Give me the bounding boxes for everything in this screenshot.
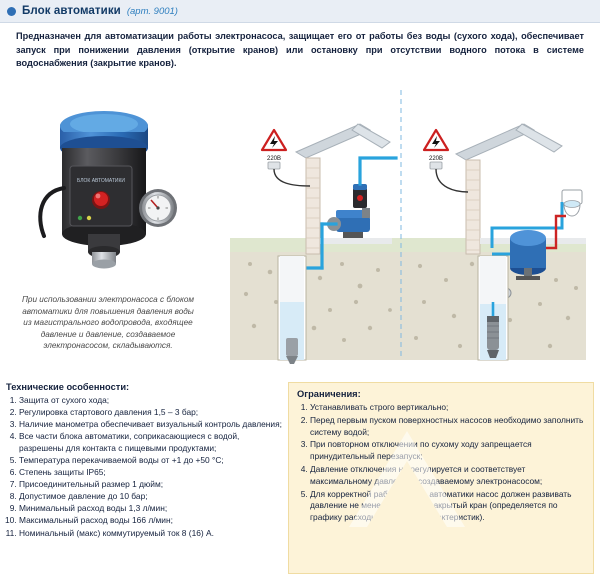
limitations-panel xyxy=(288,382,594,574)
features-title: Технические особенности: xyxy=(6,382,130,392)
limitations-title: Ограничения: xyxy=(297,389,361,399)
photo-caption: При использовании электронасоса с блоком автоматики для повышения давления воды из магистрального водопровода, входящее давление и давление, создаваемое электронасосом, складываются. xyxy=(21,295,194,351)
pressure-tank xyxy=(510,230,546,280)
list-item: 9. Минимальный расход воды 1,3 л/мин; xyxy=(19,503,284,515)
list-item: 4. Все части блока автоматики, соприкасающиеся с водой, разрешены для контакта с пищевыми продуктами; xyxy=(19,431,284,454)
features-list xyxy=(6,395,284,539)
list-item: 11. Номинальный (макс) коммутируемый ток 8 (16) А. xyxy=(19,528,284,540)
list-item: 2. Регулировка стартового давления 1,5 – 3 бар; xyxy=(19,407,284,419)
technical-features xyxy=(6,382,284,540)
list-item: 5. Температура перекачиваемой воды от +1 до +50 °С; xyxy=(19,455,284,467)
product-photo xyxy=(18,96,198,291)
page-header xyxy=(0,0,600,23)
bullet-icon xyxy=(7,7,16,16)
list-item: 1. Защита от сухого хода; xyxy=(19,395,284,407)
list-item: 4. Давление отключения не регулируется и соответствует максимальному давлению, создаваемому электронасосом; xyxy=(310,464,585,488)
list-item: 2. Перед первым пуском поверхностных насосов необходимо заполнить систему водой; xyxy=(310,415,585,439)
product-photo-svg xyxy=(18,96,198,291)
list-item: 3. Наличие манометра обеспечивает визуальный контроль давления; xyxy=(19,419,284,431)
voltage-label-left: 220В xyxy=(266,156,282,162)
list-item: 8. Допустимое давление до 10 бар; xyxy=(19,491,284,503)
list-item: 3. При повторном отключении по сухому ходу запрещается принудительный перезапуск; xyxy=(310,439,585,463)
list-item: 1. Устанавливать строго вертикально; xyxy=(310,402,585,414)
system-diagram-svg xyxy=(210,88,592,373)
device-label: БЛОК АВТОМАТИКИ xyxy=(76,178,126,184)
voltage-label-right: 220В xyxy=(428,156,444,162)
list-item: 10. Максимальный расход воды 166 л/мин; xyxy=(19,515,284,527)
list-item: 5. Для корректной работы блока автоматики насос должен развивать давление не менее 2,3 бар на закрытый кран (определяется по графику расходно-напорных характеристик). xyxy=(310,489,585,524)
automation-block-left xyxy=(353,184,367,208)
limitations-list xyxy=(297,402,585,524)
list-item: 7. Присоединительный размер 1 дюйм; xyxy=(19,479,284,491)
illustration-area xyxy=(0,86,600,376)
submersible-pump xyxy=(487,316,499,358)
high-voltage-icon-left xyxy=(262,130,286,150)
article-number: (арт. 9001) xyxy=(126,5,178,17)
system-diagram xyxy=(210,88,592,373)
page-title: Блок автоматики xyxy=(22,5,121,17)
intro-paragraph: Предназначен для автоматизации работы электронасоса, защищает его от работы без воды (сухого хода), обеспечивает запуск при понижении давления (открытие кранов) или остановку при отсутствии водного потока в системе водоснабжения (закрытие кранов). xyxy=(16,31,584,68)
high-voltage-icon-right xyxy=(424,130,448,150)
list-item: 6. Степень защиты IP65; xyxy=(19,467,284,479)
